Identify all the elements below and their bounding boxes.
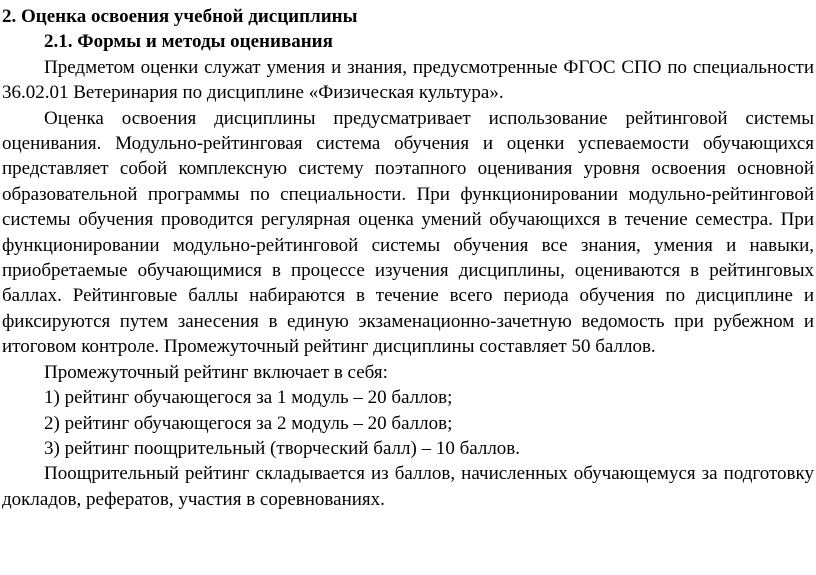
paragraph-rating-system: Оценка освоения дисциплины предусматривает использование рейтинговой системы оценивания. Модульно-рейтинговая система обучения и оценки успеваемости обучающихся представляет собой комплексную систему поэтапного оценивания уровня освоения основной образовательной программы по специальности. При функционировании модульно-рейтинговой системы обучения проводится регулярная оценка умений обучающихся в течение семестра. При функционировании модульно-рейтинговой системы обучения все знания, умения и навыки, приобретаемые обучающимися в процессе изучения дисциплины, оцениваются в рейтинговых баллах. Рейтинговые баллы набираются в течение всего периода обучения по дисциплине и фиксируются путем занесения в единую экзаменационно-зачетную ведомость при рубежном и итоговом контроле. Промежуточный рейтинг дисциплины составляет 50 баллов. [2, 107, 814, 358]
subsection-heading: 2.1. Формы и методы оценивания [44, 31, 333, 53]
section-heading: 2. Оценка освоения учебной дисциплины [2, 6, 358, 27]
paragraph-incentive-rating: Поощрительный рейтинг складывается из баллов, начисленных обучающемуся за подготовку докладов, рефератов, участия в соревнованиях. [2, 463, 814, 510]
list-item: 1) рейтинг обучающегося за 1 модуль – 20 баллов; [44, 387, 453, 409]
paragraph-assessment-subject: Предметом оценки служат умения и знания, предусмотренные ФГОС СПО по специальности 36.02.01 Ветеринария по дисциплине «Физическая культура». [2, 56, 814, 104]
paragraph-interim-rating-intro: Промежуточный рейтинг включает в себя: [44, 361, 388, 383]
list-item: 2) рейтинг обучающегося за 2 модуль – 20 баллов; [44, 412, 453, 434]
list-item: 3) рейтинг поощрительный (творческий балл) – 10 баллов. [44, 437, 521, 459]
